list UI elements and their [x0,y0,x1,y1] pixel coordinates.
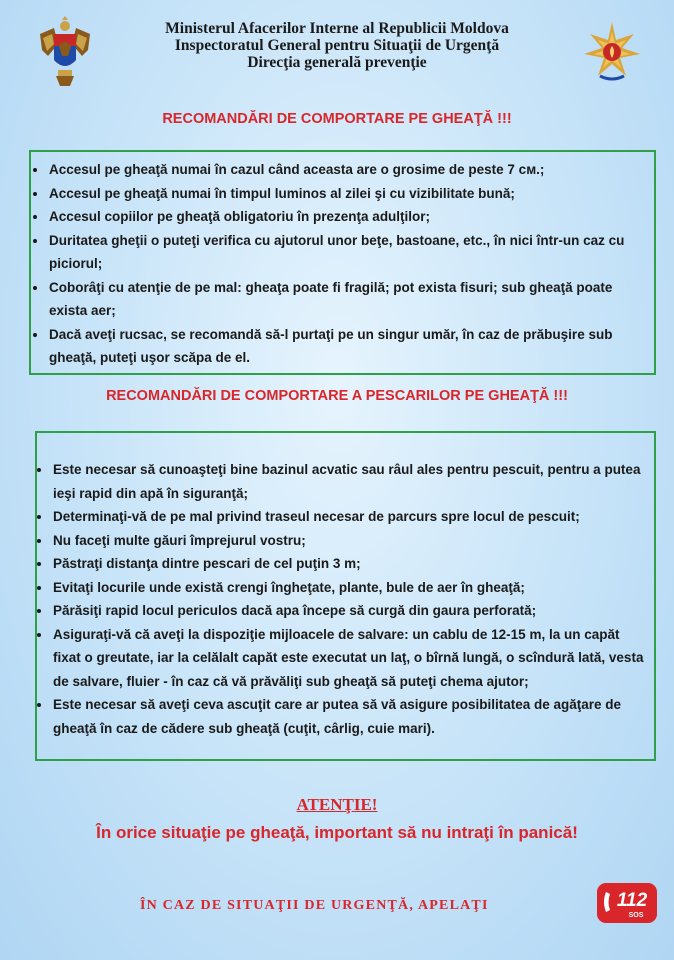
list-item: Dacă aveţi rucsac, se recomandă să-l purtaţi pe un singur umăr, în caz de prăbuşire sub gheaţă, puteţi uşor scăpa de el. [33,323,644,370]
inspectorate-name: Inspectoratul General pentru Situaţii de Urgenţă [174,37,500,54]
directorate-name: Direcţia generală prevenţie [247,54,427,71]
ice-recommendations-list [33,158,644,370]
section2-title: RECOMANDĂRI DE COMPORTARE A PESCARILOR PE GHEAŢĂ !!! [106,388,568,404]
emergency-112-logo [596,882,658,924]
fishermen-recommendations-list [37,458,646,740]
list-item: Este necesar să cunoaşteţi bine bazinul acvatic sau râul ales pentru pescuit, pentru a putea ieşi rapid din apă în siguranţă; [37,458,646,505]
list-item: Evitaţi locurile unde există crengi îngheţate, plante, bule de aer în gheaţă; [37,576,646,600]
list-item: Păstraţi distanţa dintre pescari de cel puţin 3 m; [37,552,646,576]
list-item: Duritatea gheţii o puteţi verifica cu ajutorul unor beţe, bastoane, etc., în nici într-un caz cu piciorul; [33,229,644,276]
list-item: Accesul copiilor pe gheaţă obligatoriu în prezenţa adulţilor; [33,205,644,229]
list-item: Coborâţi cu atenţie de pe mal: gheaţa poate fi fragilă; pot exista fisuri; sub gheaţă poate exista aer; [33,276,644,323]
list-item: Accesul pe gheaţă numai în timpul luminos al zilei şi cu vizibilitate bună; [33,182,644,206]
list-item: Asiguraţi-vă că aveţi la dispoziţie mijloacele de salvare: un cablu de 12-15 m, la un capăt fixat o greutate, iar la celălalt capăt este executat un laţ, o bîrnă lungă, o scîndură lată, vesta de salvare, fluier - în caz că vă prăvăliţi sub gheaţă să puteţi chema ajutor; [37,623,646,694]
section1-title: RECOMANDĂRI DE COMPORTARE PE GHEAŢĂ !!! [162,111,512,127]
list-item: Părăsiţi rapid locul periculos dacă apa începe să curgă din gaura perforată; [37,599,646,623]
attention-message: În orice situaţie pe gheaţă, important să nu intraţi în panică! [96,823,578,842]
list-item: Determinaţi-vă de pe mal privind traseul necesar de parcurs spre locul de pescuit; [37,505,646,529]
emergency-sos: SOS [628,912,644,919]
ice-recommendations-box [29,150,656,375]
emergency-call-text: ÎN CAZ DE SITUAŢII DE URGENŢĂ, APELAŢI [140,898,489,913]
list-item: Nu faceţi multe găuri împrejurul vostru; [37,529,646,553]
list-item: Accesul pe gheaţă numai în cazul când aceasta are o grosime de peste 7 см.; [33,158,644,182]
ministry-name: Ministerul Afacerilor Interne al Republicii Moldova [165,20,509,37]
emergency-number: 112 [616,890,648,911]
attention-title: ATENŢIE! [296,795,378,814]
fishermen-recommendations-box [35,431,656,761]
header [0,20,674,71]
list-item: Este necesar să aveţi ceva ascuţit care ar putea să vă asigure posibilitatea de agăţare de gheaţă în caz de cădere sub gheaţă (cuţit, cârlig, cuie mari). [37,693,646,740]
